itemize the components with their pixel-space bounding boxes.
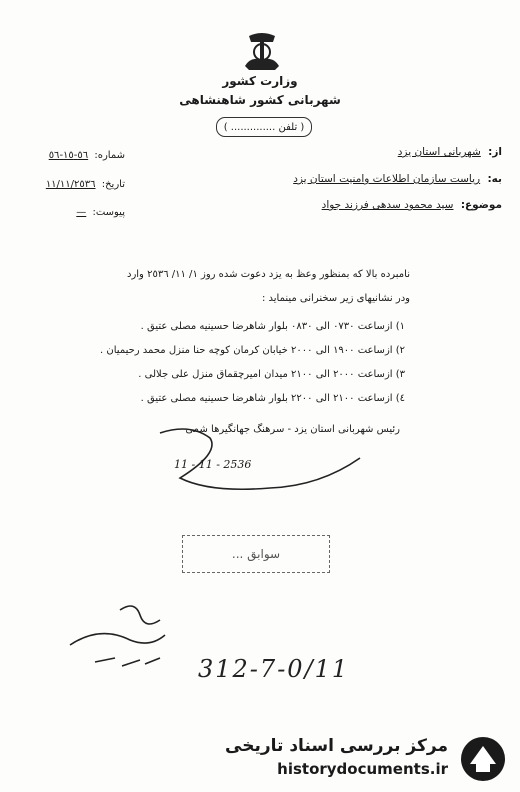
archive-logo-icon	[458, 734, 508, 784]
schedule-list	[75, 315, 405, 411]
date-label: تاريخ:	[101, 179, 125, 190]
list-item: ٢) ازساعت ١٩٠٠ الى ٢٠٠٠ خيابان كرمان كوچه حنا منزل محمد رحيميان .	[100, 345, 405, 356]
subject-label: موضوع:	[460, 199, 502, 211]
handwritten-reference-number: 312-7-0/11	[198, 655, 350, 683]
watermark-footer	[225, 734, 508, 784]
number-label: شماره:	[94, 150, 125, 161]
attachment-value: —	[76, 207, 87, 218]
to-line	[293, 173, 502, 185]
subject-value: سيد محمود سدهى فرزند جواد	[321, 199, 454, 211]
body-line-2: ودر نشانيهاى زير سخنرانى مينمايد :	[261, 293, 410, 304]
list-item: ٤) ازساعت ٢١٠٠ الى ٢٢٠٠ بلوار شاهرضا حسينيه مصلى عتيق .	[140, 393, 405, 404]
to-label: به:	[487, 173, 502, 185]
from-line	[398, 146, 502, 158]
body-line-1: نامبرده بالا كه بمنظور وعظ به يزد دعوت شده روز ١/ ١١/ ٢٥٣٦ وارد	[127, 269, 410, 280]
list-item: ١) ازساعت ٠٧٣٠ الى ٠٨٣٠ بلوار شاهرضا حسينيه مصلى عتيق .	[140, 321, 405, 332]
from-value: شهربانى استان يزد	[397, 146, 481, 158]
signature-date: 11 - 11 - 2536	[174, 458, 252, 471]
archive-stamp: سوابق ...	[182, 535, 330, 573]
lion-and-sun-emblem-icon	[237, 32, 287, 74]
date-field	[46, 179, 125, 190]
footer-url[interactable]: historydocuments.ir	[277, 760, 448, 778]
handwritten-note-scribble-icon	[60, 600, 170, 680]
date-value: ١١/١١/٢٥٣٦	[45, 179, 96, 190]
municipality-name: شهربانى كشور شاهنشاهى	[179, 93, 341, 107]
attachment-field	[76, 207, 125, 218]
footer-title: مركز بررسى اسناد تاريخى	[225, 736, 448, 756]
subject-line	[322, 199, 502, 211]
phone-box: ( تلفن .............. )	[216, 117, 312, 137]
attachment-label: پيوست:	[92, 207, 125, 218]
to-value: رياست سازمان اطلاعات وامنيت استان يزد	[293, 173, 481, 185]
signature-line: رئيس شهربانى استان يزد - سرهنگ جهانگيرها شمى	[185, 424, 400, 435]
number-field	[49, 150, 125, 161]
ministry-name: وزارت كشور	[222, 74, 298, 88]
from-label: از:	[488, 146, 502, 158]
list-item: ٣) ازساعت ٢٠٠٠ الى ٢١٠٠ ميدان اميرچقماق منزل على جلالى .	[138, 369, 405, 380]
number-value: ٥٦-١٥-٥٦	[48, 150, 89, 161]
